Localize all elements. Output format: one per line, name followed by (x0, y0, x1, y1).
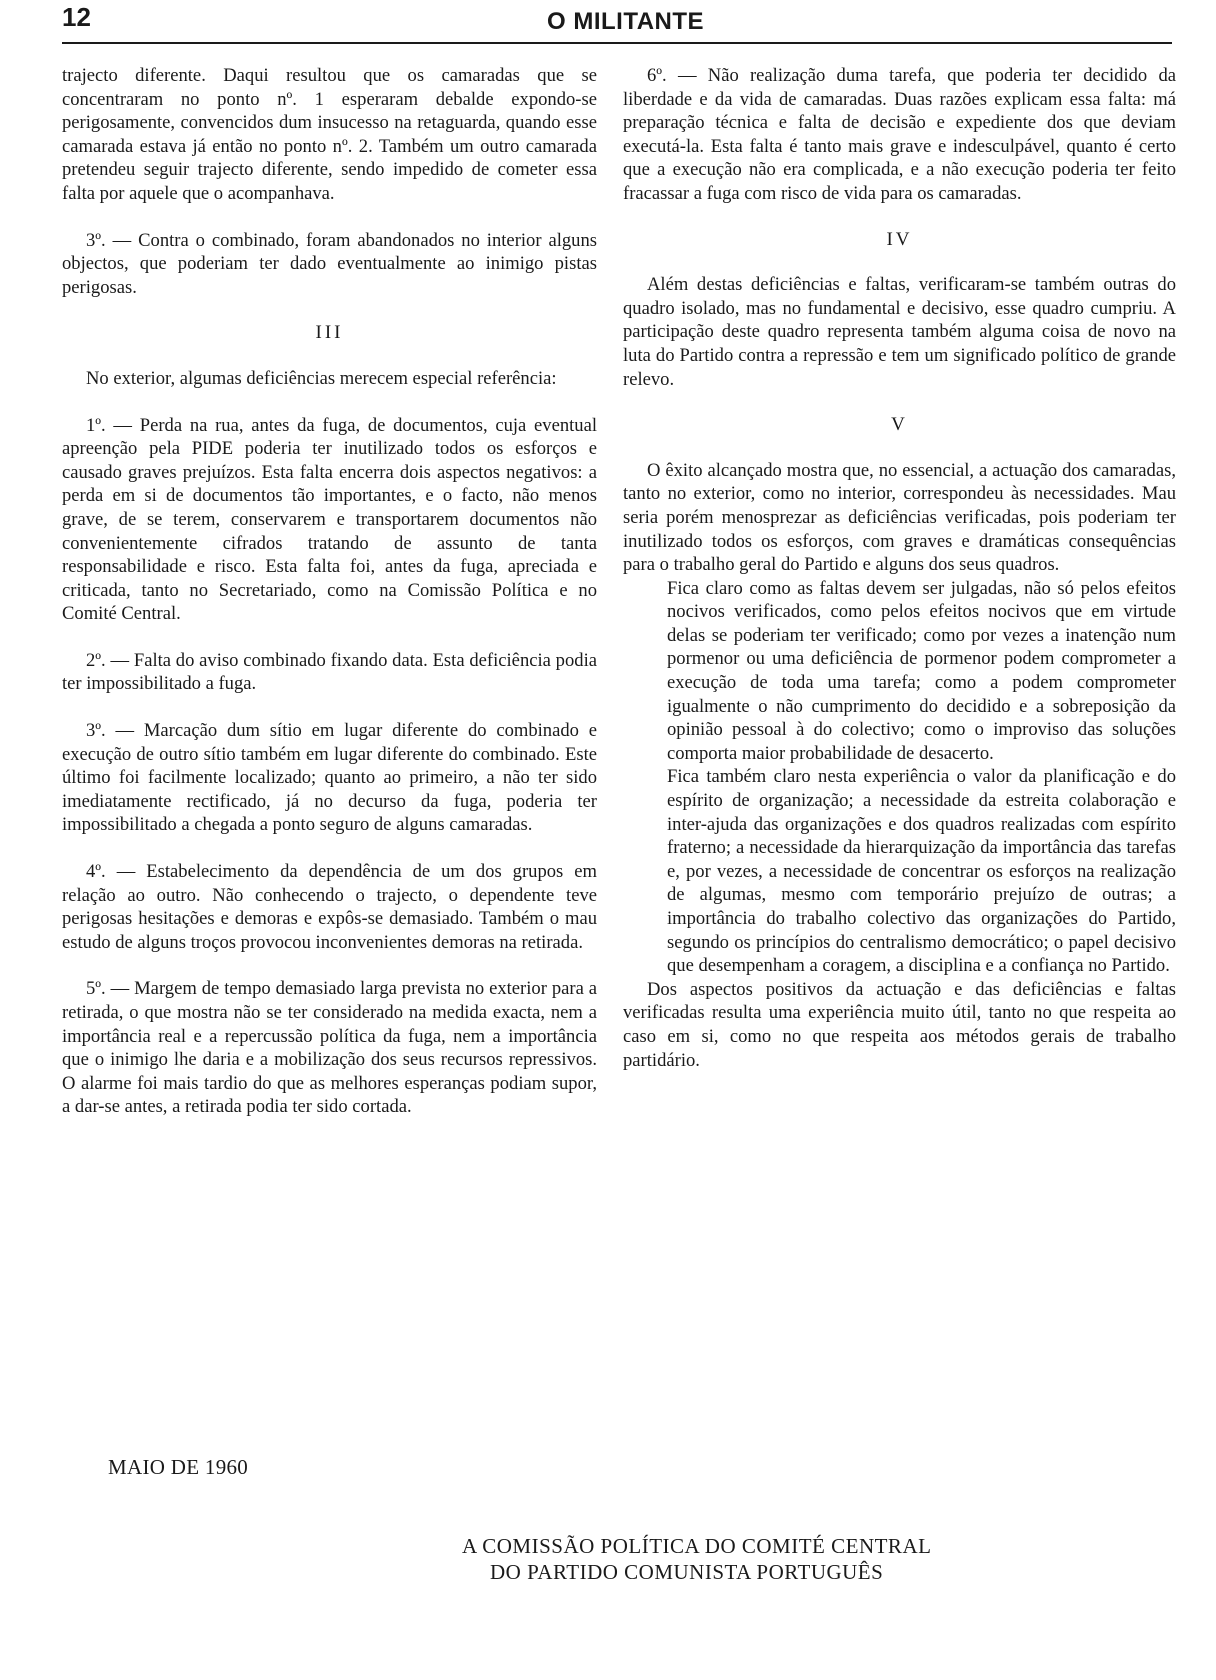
signature-line-2: DO PARTIDO COMUNISTA PORTUGUÊS (490, 1560, 884, 1584)
document-date: MAIO DE 1960 (108, 1455, 249, 1479)
paragraph-exterior-intro: No exterior, algumas deficiências merecem especial referência: (86, 367, 557, 389)
page-number: 12 (62, 2, 91, 32)
signature-line-1: A COMISSÃO POLÍTICA DO COMITÉ CENTRAL (462, 1534, 932, 1558)
section-heading-iv: IV (886, 228, 913, 250)
left-column (62, 64, 597, 1119)
paragraph-point-6: 6º. — Não realização duma tarefa, que poderia ter decidido da liberdade e da vida de camaradas. Duas razões explicam essa falta: má preparação técnica e falta de decisão e expediente dos que deviam executá-la. Esta falta é tanto mais grave e indesculpável, quanto é certo que a execução não era complicada, e a não execução poderia ter feito fracassar a fuga com risco de vida para os camaradas. (623, 65, 1176, 204)
paragraph-point-3: 3º. — Marcação dum sítio em lugar diferente do combinado e execução de outro sítio também em lugar diferente do combinado. Este último foi facilmente localizado; quanto ao primeiro, a não ter sido imediatamente rectificado, já no decurso da fuga, poderia ter impossibilitado a chegada a ponto seguro de alguns camaradas. (62, 720, 597, 836)
journal-title: O MILITANTE (547, 8, 705, 35)
paragraph-conclusion: Dos aspectos positivos da actuação e das deficiências e faltas verificadas resulta uma experiência muito útil, tanto no que respeita ao caso em si, como no que respeita aos métodos gerais de trabalho partidário. (623, 978, 1176, 1071)
section-heading-v: V (891, 414, 908, 436)
paragraph-point-3-interior: 3º. — Contra o combinado, foram abandonados no interior alguns objectos, que poderiam ter dado eventualmente ao inimigo pistas perigosas. (62, 229, 597, 298)
paragraph-faults-judged: Fica claro como as faltas devem ser julgadas, não só pelos efeitos nocivos verificados, como pelos efeitos nocivos que em virtude delas se poderiam ter verificado; como por vezes a inatenção num pormenor ou uma deficiência de pormenor podem comprometer a execução de toda uma tarefa; como a podem comprometer igualmente o não cumprimento do decidido e a sobreposição da opinião pessoal à do colectivo; como o improviso das soluções comporta maior probabilidade de desacerto. (667, 577, 1176, 764)
paragraph-planning-value: Fica também claro nesta experiência o valor da planificação e do espírito de organização; a necessidade da estreita colaboração e inter-ajuda das organizações e dos quadros realizadas com espírito fraterno; a necessidade da hierarquização da importância das tarefas e, por vezes, a necessidade de concentrar os esforços na realização de algumas, mesmo com temporário prejuízo de outras; a importância do trabalho colectivo das organizações do Partido, segundo os princípios do centralismo democrático; o papel decisivo que desempenham a coragem, a disciplina e a confiança no Partido. (667, 766, 1176, 977)
paragraph-point-5: 5º. — Margem de tempo demasiado larga prevista no exterior para a retirada, o que mostra não se ter considerado na medida exacta, nem a importância real e a repercussão política da fuga, nem a importância que o inimigo lhe daria e a mobilização dos seus recursos repressivos. O alarme foi mais tardio do que as melhores esperanças podiam supor, a dar-se antes, a retirada podia ter sido cortada. (62, 978, 597, 1118)
header-rule (62, 42, 1172, 44)
right-column (623, 64, 1176, 1072)
paragraph-success: O êxito alcançado mostra que, no essencial, a actuação dos camaradas, tanto no exterior, como no interior, correspondeu às necessidades. Mau seria porém menosprezar as deficiências verificadas, pois poderiam ter inutilizado todos os esforços, com graves e dramáticas consequências para o trabalho geral do Partido e alguns dos seus quadros. (623, 459, 1176, 576)
page-header (62, 2, 1172, 46)
paragraph-point-2: 2º. — Falta do aviso combinado fixando data. Esta deficiência podia ter impossibilitado a fuga. (62, 649, 597, 695)
paragraph-continuation: trajecto diferente. Daqui resultou que os camaradas que se concentraram no ponto nº. 1 esperaram debalde expondo-se perigosamente, convencidos dum insucesso na retaguarda, quando esse camarada estava já então no ponto nº. 2. Também um outro camarada pretendeu seguir trajecto diferente, sendo impedido de cometer essa falta por aquele que o acompanhava. (62, 65, 597, 204)
section-heading-iii: III (315, 322, 344, 344)
signature-block (462, 1533, 931, 1585)
paragraph-point-4: 4º. — Estabelecimento da dependência de um dos grupos em relação ao outro. Não conhecendo o trajecto, o dependente teve perigosas hesitações e demoras e expôs-se demasiado. Também o mau estudo de alguns troços provocou inconvenientes demoras na retirada. (62, 861, 597, 953)
paragraph-point-1: 1º. — Perda na rua, antes da fuga, de documentos, cuja eventual apreenção pela PIDE poderia ter inutilizado todos os esforços e causado graves prejuízos. Esta falta encerra dois aspectos negativos: a perda em si de documentos tão importantes, e o facto, não menos grave, de se terem, conservarem e transportarem documentos não convenientemente cifrados tratando de assunto de tanta responsabilidade e risco. Esta falta foi, antes da fuga, apreciada e criticada, tanto no Secretariado, como na Comissão Política e no Comité Central. (62, 414, 597, 625)
paragraph-isolated-cadre: Além destas deficiências e faltas, verificaram-se também outras do quadro isolado, mas no fundamental e decisivo, esse quadro cumpriu. A participação deste quadro representa também alguma coisa de novo na luta do Partido contra a repressão e tem um significado político de grande relevo. (623, 274, 1176, 390)
